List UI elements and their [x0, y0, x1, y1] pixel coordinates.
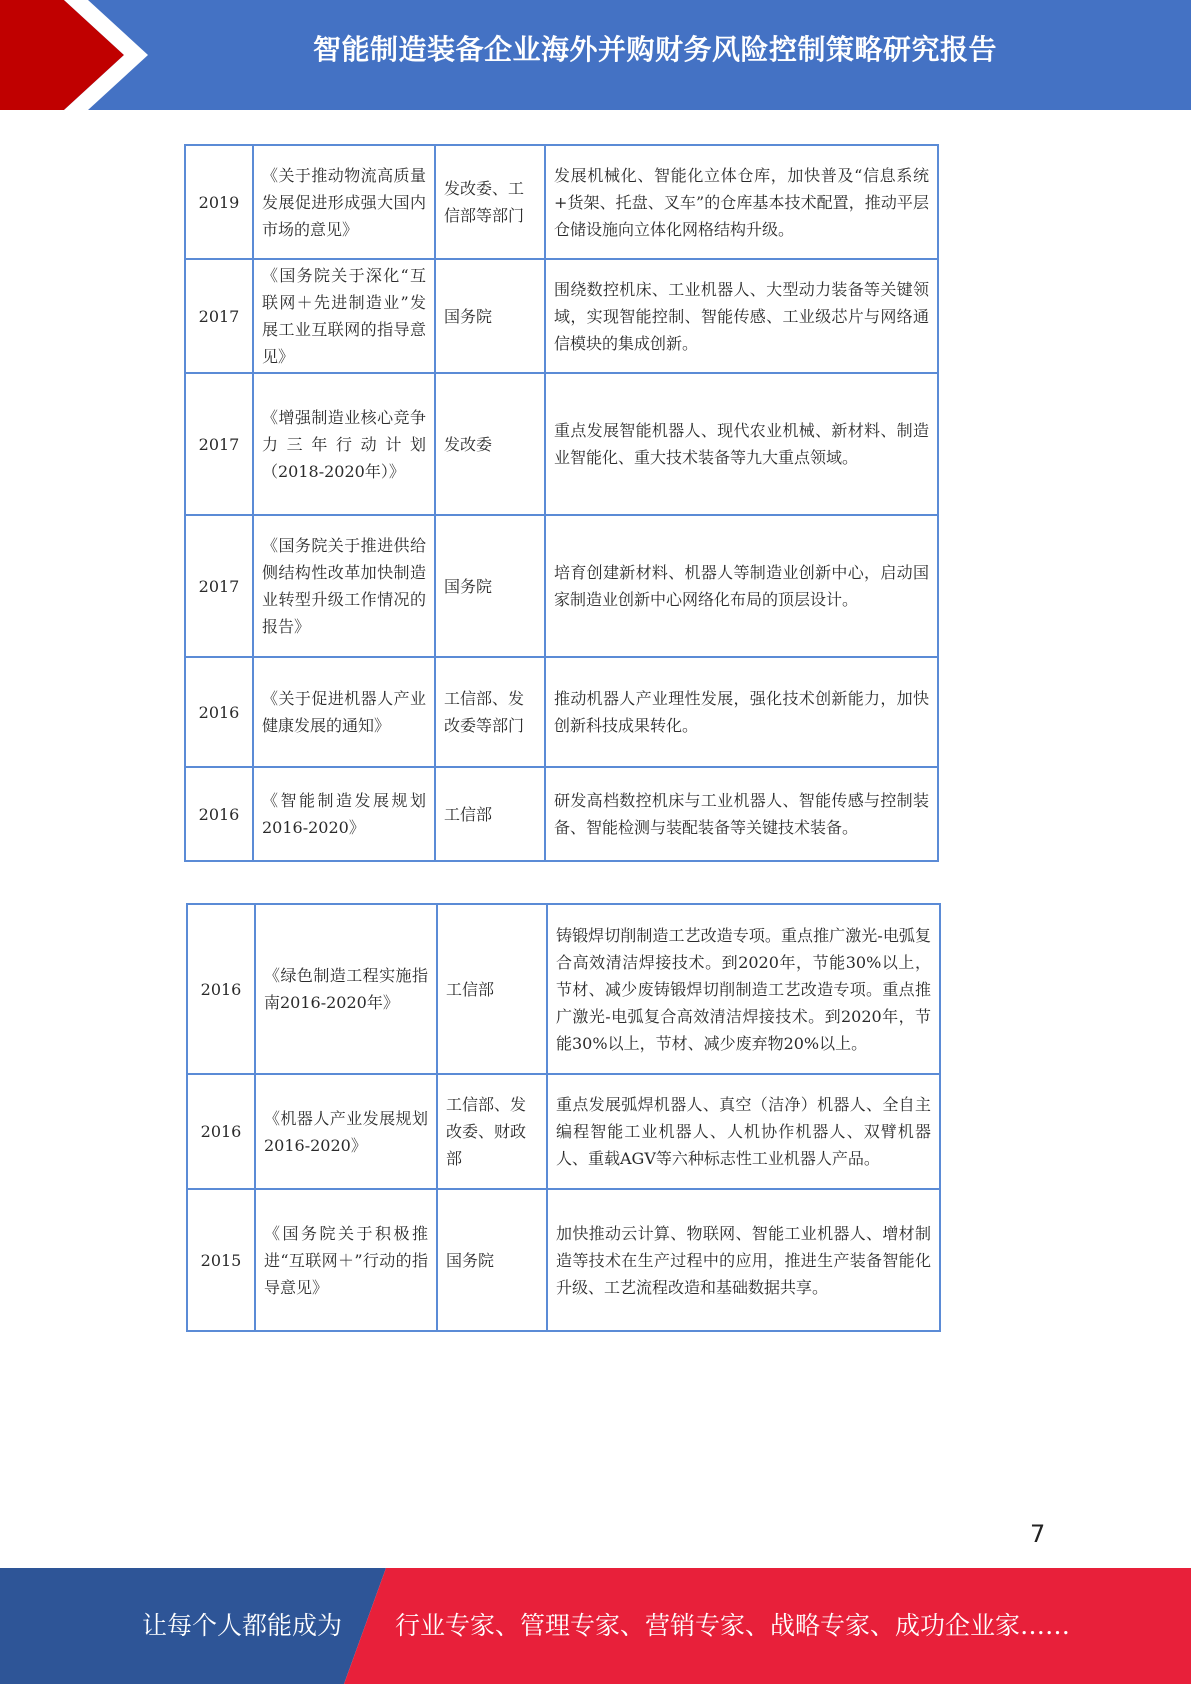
policy-title-cell: 《机器人产业发展规划2016-2020》 — [255, 1074, 437, 1189]
content-cell: 铸锻焊切削制造工艺改造专项。重点推广激光-电弧复合高效清洁焊接技术。到2020年，节能30%以上，节材、减少废铸锻焊切削制造工艺改造专项。重点推广激光-电弧复合高效清洁焊接技术。到2020年，节能30%以上，节材、减少废弃物20%以上。 — [547, 904, 940, 1074]
table-row — [187, 1074, 940, 1189]
department-cell: 工信部、发改委、财政部 — [437, 1074, 547, 1189]
year-cell: 2016 — [187, 1074, 255, 1189]
content-cell: 研发高档数控机床与工业机器人、智能传感与控制装备、智能检测与装配装备等关键技术装备。 — [545, 767, 938, 861]
department-cell: 国务院 — [437, 1189, 547, 1331]
content-cell: 推动机器人产业理性发展，强化技术创新能力，加快创新科技成果转化。 — [545, 657, 938, 767]
table-row — [185, 515, 938, 657]
policy-title-cell: 《关于推动物流高质量发展促进形成强大国内市场的意见》 — [253, 145, 435, 259]
policy-title-cell: 《关于促进机器人产业健康发展的通知》 — [253, 657, 435, 767]
content-cell: 加快推动云计算、物联网、智能工业机器人、增材制造等技术在生产过程中的应用，推进生产装备智能化升级、工艺流程改造和基础数据共享。 — [547, 1189, 940, 1331]
year-cell: 2016 — [185, 657, 253, 767]
department-cell: 发改委、工信部等部门 — [435, 145, 545, 259]
content-cell: 发展机械化、智能化立体仓库，加快普及“信息系统+货架、托盘、叉车”的仓库基本技术配置，推动平层仓储设施向立体化网格结构升级。 — [545, 145, 938, 259]
department-cell: 工信部、发改委等部门 — [435, 657, 545, 767]
table-row — [185, 657, 938, 767]
footer-banner — [0, 1568, 1191, 1684]
year-cell: 2016 — [185, 767, 253, 861]
policy-title-cell: 《绿色制造工程实施指南2016-2020年》 — [255, 904, 437, 1074]
policy-table-2 — [186, 903, 941, 1332]
year-cell: 2017 — [185, 515, 253, 657]
report-title: 智能制造装备企业海外并购财务风险控制策略研究报告 — [312, 33, 997, 66]
policy-title-cell: 《国务院关于深化“互联网＋先进制造业”发展工业互联网的指导意见》 — [253, 259, 435, 373]
policy-title-cell: 《国务院关于推进供给侧结构性改革加快制造业转型升级工作情况的报告》 — [253, 515, 435, 657]
table-row — [185, 767, 938, 861]
department-cell: 国务院 — [435, 515, 545, 657]
table-row — [185, 259, 938, 373]
year-cell: 2017 — [185, 259, 253, 373]
year-cell: 2015 — [187, 1189, 255, 1331]
header-banner — [0, 0, 1191, 110]
table-row — [185, 145, 938, 259]
department-cell: 工信部 — [435, 767, 545, 861]
policy-table-1 — [184, 144, 939, 862]
table-row — [185, 373, 938, 515]
policy-title-cell: 《智能制造发展规划2016-2020》 — [253, 767, 435, 861]
content-cell: 重点发展智能机器人、现代农业机械、新材料、制造业智能化、重大技术装备等九大重点领域。 — [545, 373, 938, 515]
department-cell: 国务院 — [435, 259, 545, 373]
table-row — [187, 904, 940, 1074]
content-cell: 培育创建新材料、机器人等制造业创新中心，启动国家制造业创新中心网络化布局的顶层设计。 — [545, 515, 938, 657]
footer-slogan-left: 让每个人都能成为 — [142, 1611, 343, 1640]
footer-slogan-right: 行业专家、管理专家、营销专家、战略专家、成功企业家…… — [395, 1611, 1071, 1640]
policy-title-cell: 《增强制造业核心竞争力三年行动计划（2018-2020年）》 — [253, 373, 435, 515]
year-cell: 2019 — [185, 145, 253, 259]
table-row — [187, 1189, 940, 1331]
department-cell: 发改委 — [435, 373, 545, 515]
year-cell: 2016 — [187, 904, 255, 1074]
page-number: 7 — [1030, 1520, 1046, 1548]
policy-title-cell: 《国务院关于积极推进“互联网＋”行动的指导意见》 — [255, 1189, 437, 1331]
content-cell: 重点发展弧焊机器人、真空（洁净）机器人、全自主编程智能工业机器人、人机协作机器人、双臂机器人、重载AGV等六种标志性工业机器人产品。 — [547, 1074, 940, 1189]
year-cell: 2017 — [185, 373, 253, 515]
content-cell: 围绕数控机床、工业机器人、大型动力装备等关键领域，实现智能控制、智能传感、工业级芯片与网络通信模块的集成创新。 — [545, 259, 938, 373]
department-cell: 工信部 — [437, 904, 547, 1074]
